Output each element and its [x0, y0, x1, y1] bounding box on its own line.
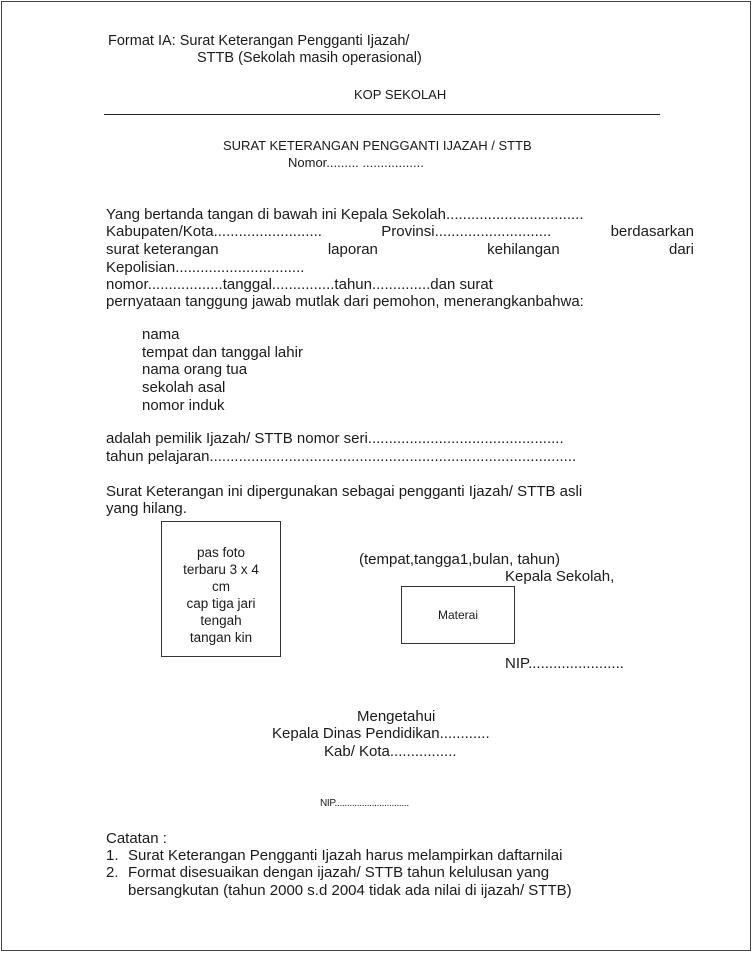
photo-box-line-6: tangan kin — [189, 630, 253, 645]
body-line-2-right: berdasarkan — [610, 223, 694, 240]
nip-kepala-sekolah: NIP....................... — [505, 655, 624, 672]
kepala-sekolah-label: Kepala Sekolah, — [505, 568, 615, 585]
note-1-text: Surat Keterangan Pengganti Ijazah harus melampirkan daftarnilai — [128, 847, 563, 864]
field-nama-orang-tua: nama orang tua — [142, 361, 248, 378]
kepala-dinas-label: Kepala Dinas Pendidikan............ — [272, 725, 490, 742]
kop-sekolah: KOP SEKOLAH — [354, 87, 447, 102]
purpose-line-1: Surat Keterangan ini dipergunakan sebagai pengganti Ijazah/ STTB asli — [106, 483, 583, 500]
body-line-6: pernyataan tanggung jawab mutlak dari pemohon, menerangkanbahwa: — [106, 293, 584, 310]
photo-box — [161, 521, 281, 657]
photo-box-line-5: tengah — [200, 613, 242, 628]
nip-dinas: NIP.............................. — [320, 798, 409, 809]
header-divider — [104, 114, 660, 115]
body-line-3 — [106, 241, 694, 259]
owner-line-1: adalah pemilik Ijazah/ STTB nomor seri............................................... — [106, 430, 564, 447]
mengetahui-label: Mengetahui — [357, 708, 436, 725]
kab-kota-label: Kab/ Kota................ — [324, 743, 457, 760]
body-line-3-word-2: laporan — [327, 241, 378, 258]
body-line-3-word-3: kehilangan — [487, 241, 560, 258]
field-nama: nama — [142, 326, 180, 343]
body-line-4: Kepolisian............................... — [106, 259, 305, 276]
document-title: SURAT KETERANGAN PENGGANTI IJAZAH / STTB — [223, 138, 532, 153]
purpose-line-2: yang hilang. — [106, 500, 187, 517]
owner-line-2: tahun pelajaran........................................................................................ — [106, 448, 577, 465]
photo-box-line-1: pas foto — [196, 545, 246, 560]
format-line-1: Format IA: Surat Keterangan Pengganti Ijazah/ — [108, 33, 410, 49]
body-line-1: Yang bertanda tangan di bawah ini Kepala Sekolah................................. — [106, 206, 584, 223]
note-2-text: Format disesuaikan dengan ijazah/ STTB tahun kelulusan yang — [128, 864, 550, 881]
body-line-2 — [106, 223, 694, 241]
note-2-continued: bersangkutan (tahun 2000 s.d 2004 tidak ada nilai di ijazah/ STTB) — [128, 882, 572, 899]
note-2-number: 2. — [106, 864, 119, 881]
materai-box — [401, 586, 515, 644]
format-line-2: STTB (Sekolah masih operasional) — [197, 50, 422, 66]
photo-box-line-3: cm — [212, 579, 230, 594]
document-number: Nomor......... ................. — [288, 155, 424, 170]
body-line-3-word-1: surat keterangan — [106, 241, 219, 258]
photo-box-line-2: terbaru 3 x 4 — [183, 562, 259, 577]
field-nomor-induk: nomor induk — [142, 397, 225, 414]
place-date: (tempat,tangga1,bulan, tahun) — [359, 551, 560, 568]
note-1-number: 1. — [106, 847, 119, 864]
field-tempat-tanggal-lahir: tempat dan tanggal lahir — [142, 344, 303, 361]
body-line-5: nomor..................tanggal...............tahun..............dan surat — [106, 276, 493, 293]
catatan-title: Catatan : — [106, 830, 167, 847]
photo-box-line-4: cap tiga jari — [186, 596, 256, 611]
body-line-2-left: Kabupaten/Kota.......................... — [106, 223, 322, 240]
body-line-2-mid: Provinsi............................ — [381, 223, 552, 240]
body-line-3-word-4: dari — [668, 241, 694, 258]
materai-label: Materai — [437, 608, 478, 622]
field-sekolah-asal: sekolah asal — [142, 379, 226, 396]
